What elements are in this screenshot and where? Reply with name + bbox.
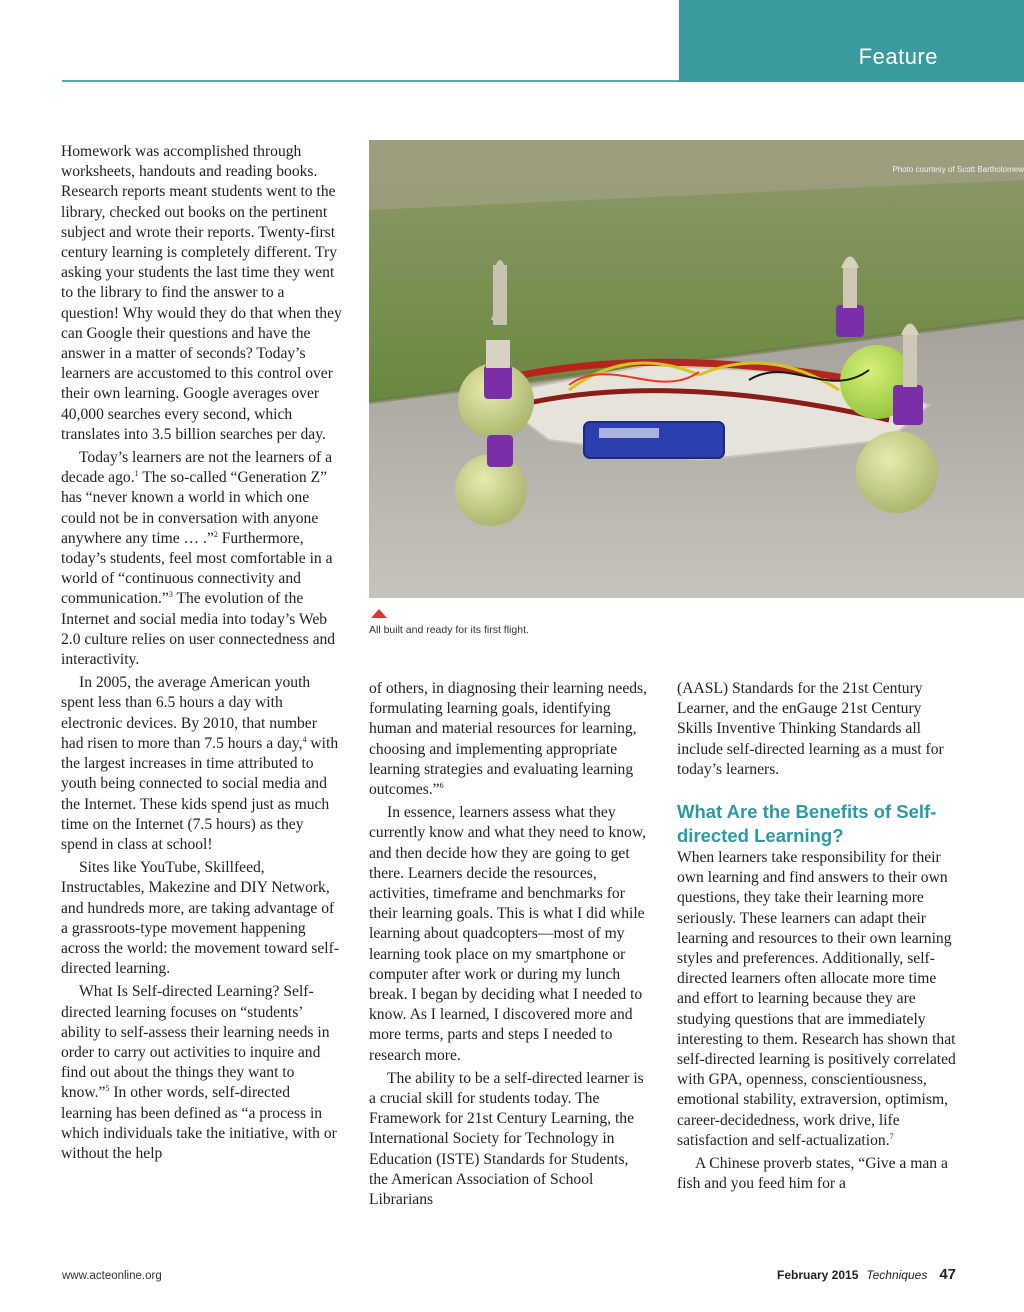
quadcopter-illustration (369, 140, 1024, 598)
issue-date: February 2015 (776, 1268, 859, 1282)
column-3 (677, 679, 960, 1194)
section-tab (679, 0, 1024, 82)
paragraph: Today’s learners are not the learners of a decade ago.$^1$ The so-called “Generation Z” has “never known a world in which one could not be in conversation with anyone anywhere any time … .”$^2$ Furthermore, today’s students, feel most comfortable in a world of “continuous connectivity and communication.”$^3$ The evolution of the Internet and social media into today’s Web 2.0 culture relies on user connectedness and interactivity. (61, 449, 336, 669)
paragraph: What Is Self-directed Learning? Self-directed learning focuses on “students’ ability to self-assess their learning needs in order to carry out activities to inquire and find out about the things they want to know.”$^5$ In other words, self-directed learning has been defined as “a process in which individuals take the initiative, with or without the help (61, 983, 337, 1162)
paragraph: In 2005, the average American youth spent less than 6.5 hours a day with electronic devices. By 2010, that number had risen to more than 7.5 hours a day,$^4$ with the largest increases in time attributed to youth being connected to social media and the Internet. These kids spend just as much time on the Internet (7.5 hours) as they spend in class at school! (61, 674, 339, 853)
paragraph: (AASL) Standards for the 21st Century Learner, and the enGauge 21st Century Skills Inventive Thinking Standards all include self-directed learning as a must for today’s learners. (677, 680, 944, 778)
footnote-ref: 2 (213, 529, 218, 539)
column-1 (61, 142, 343, 1164)
footnote-ref: 4 (302, 734, 307, 744)
section-label: Feature (858, 44, 938, 69)
publication-name: Techniques (866, 1268, 928, 1282)
photo-caption: All built and ready for its first flight. (369, 624, 529, 636)
paragraph: The ability to be a self-directed learner is a crucial skill for students today. The Framework for 21st Century Learning, the International Society for Technology in Education (ISTE) Standards for Students, the American Association of School Librarians (369, 1069, 644, 1209)
footnote-ref: 6 (439, 780, 444, 790)
column-2 (369, 679, 649, 1210)
paragraph: When learners take responsibility for their own learning and find answers to their own questions, they take their learning more seriously. These learners can adapt their learning and resources to their own learning styles and preferences. Additionally, self-directed learners often allocate more time and effort to learning because they are studying questions that are immediately interesting to them. Research has shown that self-directed learning is positively correlated with GPA, openness, conscientiousness, emotional stability, extraversion, optimism, career-decidedness, work drive, life satisfaction and self-actualization.$^7$ (677, 849, 956, 1149)
header-rule (62, 80, 680, 82)
paragraph: Homework was accomplished through worksheets, handouts and reading books. Research reports meant students went to the library, checked out books on the pertinent subject and wrote their reports. Twenty-first century learning is completely different. Try asking your students the last time they went to the library to find the answer to a question! Why would they do that when they can Google their questions and have the answer in a matter of seconds? Today’s learners are accustomed to this control over their own learning. Google averages over 40,000 searches every second, which translates into 3.5 billion searches per day. (61, 143, 342, 443)
footnote-ref: 7 (889, 1131, 894, 1141)
paragraph: In essence, learners assess what they currently know and what they need to know, and then decide how they are going to get there. Learners decide the resources, activities, timeframe and benchmarks for their learning goals. This is what I did while learning about quadcopters—most of my learning took place on my smartphone or computer after work or during my lunch break. I began by deciding what I needed to know. As I learned, I discovered more and more terms, parts and steps I needed to research more. (369, 804, 647, 1064)
footer-info (777, 1266, 956, 1284)
page-number: 47 (939, 1266, 956, 1283)
caption-arrow-icon (371, 609, 387, 618)
footnote-ref: 1 (134, 469, 139, 479)
quadcopter-photo (369, 140, 1024, 598)
footer-url: www.acteonline.org (62, 1270, 162, 1282)
paragraph: A Chinese proverb states, “Give a man a fish and you feed him for a (677, 1155, 948, 1193)
footnote-ref: 5 (105, 1084, 110, 1094)
footnote-ref: 3 (168, 590, 173, 600)
section-heading: What Are the Benefits of Self-directed Learning? (677, 801, 937, 847)
paragraph: of others, in diagnosing their learning needs, formulating learning goals, identifying human and material resources for learning, choosing and implementing appropriate learning strategies and evaluating learning outcomes.”$^6$ (369, 680, 648, 799)
paragraph: Sites like YouTube, Skillfeed, Instructables, Makezine and DIY Network, and hundreds more, are taking advantage of a grassroots-type movement happening across the world: the movement toward self-directed learning. (61, 859, 340, 978)
photo-credit: Photo courtesy of Scott Bartholomew (892, 165, 1024, 174)
